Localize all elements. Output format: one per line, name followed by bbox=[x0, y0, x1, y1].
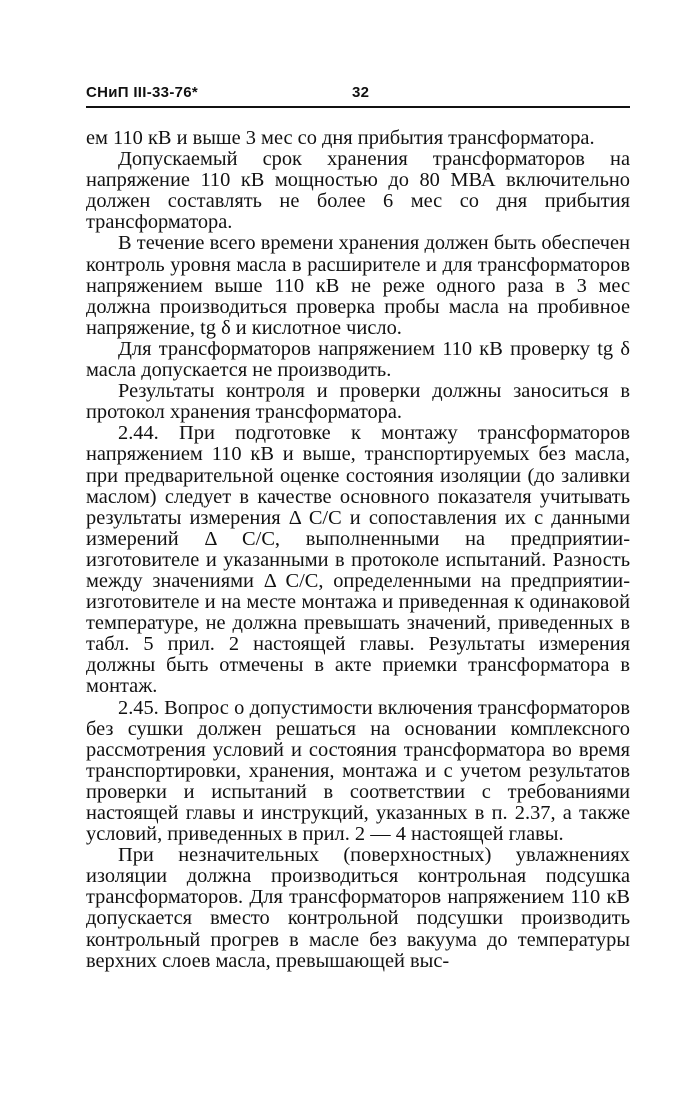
document-code: СНиП III-33-76* bbox=[86, 84, 199, 101]
document-page bbox=[86, 76, 630, 972]
paragraph-oil-control: В течение всего времени хранения должен быть обеспечен контроль уровня масла в расширителе и для трансформаторов напряжением выше 110 кВ не реже одного раза в 3 мес должна производиться проверка пробы масла на пробивное напряжение, tg δ и кислотное число. bbox=[86, 232, 630, 339]
clause-2-45: 2.45. Вопрос о допустимости включения трансформаторов без сушки должен решаться на основании комплексного рассмотрения условий и состояния трансформатора во время транспортировки, хранения, монтажа и с учетом результатов проверки и испытаний в соответствии с требованиями настоящей главы и инструкций, указанных в п. 2.37, а также условий, приведенных в прил. 2 — 4 настоящей главы. bbox=[86, 696, 630, 846]
page-header bbox=[86, 76, 630, 108]
paragraph-continuation: ем 110 кВ и выше 3 мес со дня прибытия трансформатора. bbox=[86, 127, 595, 149]
page-number: 32 bbox=[352, 84, 370, 101]
paragraph-storage-protocol: Результаты контроля и проверки должны заноситься в протокол хранения трансформатора. bbox=[86, 380, 630, 424]
header-rule bbox=[86, 106, 630, 108]
paragraph-control-drying: При незначительных (поверхностных) увлажнениях изоляции должна производиться контрольная подсушка трансформаторов. Для трансформаторов напряжением 110 кВ допускается вместо контрольной подсушки производить контрольный прогрев в масле без вакуума до температуры верхних слоев масла, превышающей выс- bbox=[86, 844, 630, 972]
clause-2-44: 2.44. При подготовке к монтажу трансформаторов напряжением 110 кВ и выше, транспортируемых без масла, при предварительной оценке состояния изоляции (до заливки маслом) следует в качестве основного показателя учитывать результаты измерения Δ C/C и сопоставления их с данными измерений Δ C/C, выполненными на предприятии-изготовителе и указанными в протоколе испытаний. Разность между значениями Δ C/C, определенными на предприятии-изготовителе и на месте монтажа и приведенная к одинаковой температуре, не должна превышать значений, приведенных в табл. 5 прил. 2 настоящей главы. Результаты измерения должны быть отмечены в акте приемки трансформатора в монтаж. bbox=[86, 422, 630, 698]
paragraph-storage-term: Допускаемый срок хранения трансформаторов на напряжение 110 кВ мощностью до 80 МВА включительно должен составлять не более 6 мес со дня прибытия трансформатора. bbox=[86, 148, 630, 234]
paragraph-tg-delta-note: Для трансформаторов напряжением 110 кВ проверку tg δ масла допускается не производить. bbox=[86, 337, 630, 382]
page-body bbox=[86, 128, 630, 972]
